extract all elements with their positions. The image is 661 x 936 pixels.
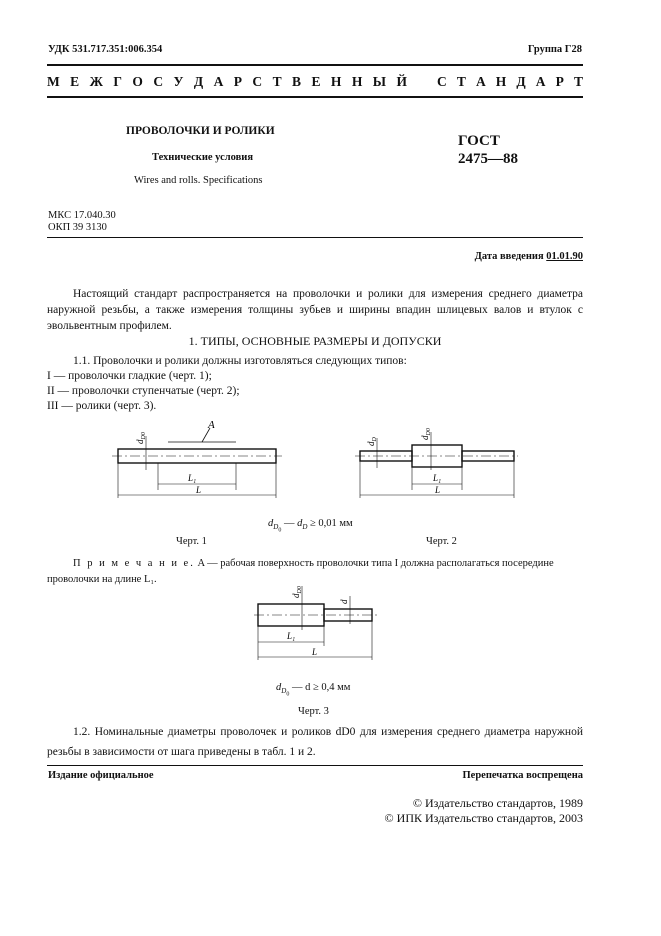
banner-right-letter: Н bbox=[495, 74, 507, 89]
formula-fig-1-2: $d_{D_0}$ — $d_D \ge 0,01$ мм bbox=[268, 518, 353, 534]
figure-1-drawing bbox=[110, 418, 290, 498]
banner-left-letter: С bbox=[153, 74, 164, 89]
fig1-label-dD0: $d_{D0}$ bbox=[135, 432, 147, 444]
type-3: III — ролики (черт. 3). bbox=[47, 400, 157, 412]
effective-date bbox=[475, 251, 583, 262]
banner-left-letter: Ж bbox=[89, 74, 103, 89]
codes-rule bbox=[47, 237, 583, 238]
copyright-1989: © Издательство стандартов, 1989 bbox=[412, 796, 583, 810]
banner-left-letter: У bbox=[173, 74, 184, 89]
mks-code: МКС 17.040.30 bbox=[48, 210, 116, 221]
fig2-label-dD: $d_D$ bbox=[366, 437, 378, 446]
document-english-title: Wires and rolls. Specifications bbox=[134, 175, 263, 186]
banner-right-word bbox=[437, 74, 583, 90]
classification-codes bbox=[48, 210, 116, 234]
copyright-2003: © ИПК Издательство стандартов, 2003 bbox=[384, 811, 583, 825]
formula-fig-1-2-rest: ≥ 0,01 мм bbox=[310, 518, 353, 529]
banner-right-letter: Р bbox=[555, 74, 564, 89]
fig3-label-l: L bbox=[312, 647, 318, 657]
banner-left-letter: Д bbox=[193, 74, 204, 89]
footer-official-edition: Издание официальное bbox=[48, 770, 154, 781]
banner-left-letter: Т bbox=[272, 74, 282, 89]
banner-left-letter: Г bbox=[113, 74, 122, 89]
figure-1-caption: Черт. 1 bbox=[176, 536, 207, 547]
banner-right-letter: Т bbox=[456, 74, 466, 89]
formula-fig-3: $d_{D_0}$ — d ≥ 0,4 мм bbox=[276, 682, 351, 698]
gost-designation bbox=[458, 132, 518, 168]
fig3-label-l1: L₁ bbox=[287, 631, 296, 641]
header-rule-top bbox=[47, 64, 583, 66]
okp-code: ОКП 39 3130 bbox=[48, 222, 107, 233]
document-title: ПРОВОЛОЧКИ И РОЛИКИ bbox=[126, 125, 275, 137]
banner-left-letter: О bbox=[132, 74, 143, 89]
fig2-label-l1: L₁ bbox=[433, 473, 442, 483]
group-code: Группа Г28 bbox=[527, 44, 582, 55]
gost-number: 2475—88 bbox=[458, 151, 518, 167]
banner-right-letter: Т bbox=[573, 74, 583, 89]
item-1-2-paragraph: 1.2. Номинальные диаметры проволочек и роликов dD0 для измерения среднего диаметра наружной резьбы в зависимости от шага приведены в табл. 1 и 2. bbox=[47, 726, 583, 758]
udk-code: УДК 531.717.351:006.354 bbox=[48, 44, 163, 55]
banner-right-letter: А bbox=[535, 74, 546, 89]
banner-left-letter: Е bbox=[311, 74, 321, 89]
gost-label: ГОСТ bbox=[458, 133, 500, 149]
banner-left-letter: В bbox=[292, 74, 302, 89]
figure-2-caption: Черт. 2 bbox=[426, 536, 457, 547]
footer-rule bbox=[47, 765, 583, 766]
type-1: I — проволочки гладкие (черт. 1); bbox=[47, 370, 212, 382]
banner-left-word bbox=[47, 74, 407, 90]
standard-banner bbox=[47, 74, 583, 90]
fig2-label-dD0: $d_{D0}$ bbox=[420, 428, 432, 440]
banner-right-letter: А bbox=[475, 74, 486, 89]
fig1-label-l: L bbox=[196, 485, 202, 495]
effective-date-value: 01.01.90 bbox=[546, 251, 583, 262]
fig1-label-A: A bbox=[208, 419, 215, 431]
fig1-label-l1: L₁ bbox=[188, 473, 197, 483]
type-2: II — проволочки ступенчатые (черт. 2); bbox=[47, 385, 240, 397]
banner-left-letter: С bbox=[252, 74, 263, 89]
banner-right-letter: Д bbox=[516, 74, 526, 89]
footer-reprint-prohibited: Перепечатка воспрещена bbox=[462, 770, 583, 781]
banner-left-letter: Н bbox=[351, 74, 363, 89]
figure-3-caption: Черт. 3 bbox=[298, 706, 329, 717]
effective-date-label: Дата введения bbox=[474, 251, 544, 262]
banner-left-letter: Ы bbox=[372, 74, 387, 89]
formula-fig-3-rest: — d ≥ 0,4 мм bbox=[291, 682, 351, 693]
intro-paragraph: Настоящий стандарт распространяется на проволочки и ролики для измерения среднего диаметра наружной резьбы, а также измерения толщины зубьев и ширины впадин шлицевых валов и втулок с эвольвентным профилем. bbox=[47, 288, 583, 332]
fig2-label-l: L bbox=[435, 485, 441, 495]
banner-right-letter: С bbox=[437, 74, 447, 89]
figure-3-drawing bbox=[252, 584, 382, 664]
banner-left-letter: М bbox=[47, 74, 60, 89]
note-text: A — рабочая поверхность проволочки типа I должна располагаться посередине проволочки на длине L₁. bbox=[47, 558, 554, 585]
banner-left-letter: Н bbox=[330, 74, 342, 89]
figure-2-drawing bbox=[355, 418, 520, 498]
banner-left-letter: А bbox=[213, 74, 224, 89]
document-subtitle: Технические условия bbox=[152, 152, 254, 163]
banner-left-letter: Е bbox=[70, 74, 80, 89]
fig3-label-d: d bbox=[339, 599, 349, 604]
types-list bbox=[47, 354, 407, 414]
header-rule-bottom bbox=[47, 96, 583, 98]
item-1-1: 1.1. Проволочки и ролики должны изготовляться следующих типов: bbox=[73, 355, 407, 367]
note-prefix: П р и м е ч а н и е. bbox=[73, 558, 195, 569]
section-1-heading: 1. ТИПЫ, ОСНОВНЫЕ РАЗМЕРЫ И ДОПУСКИ bbox=[188, 334, 442, 348]
banner-left-letter: Й bbox=[396, 74, 407, 89]
formula-sub-D: D bbox=[302, 523, 308, 532]
banner-left-letter: Р bbox=[233, 74, 242, 89]
fig3-label-dD0: $d_{D0}$ bbox=[291, 586, 303, 598]
